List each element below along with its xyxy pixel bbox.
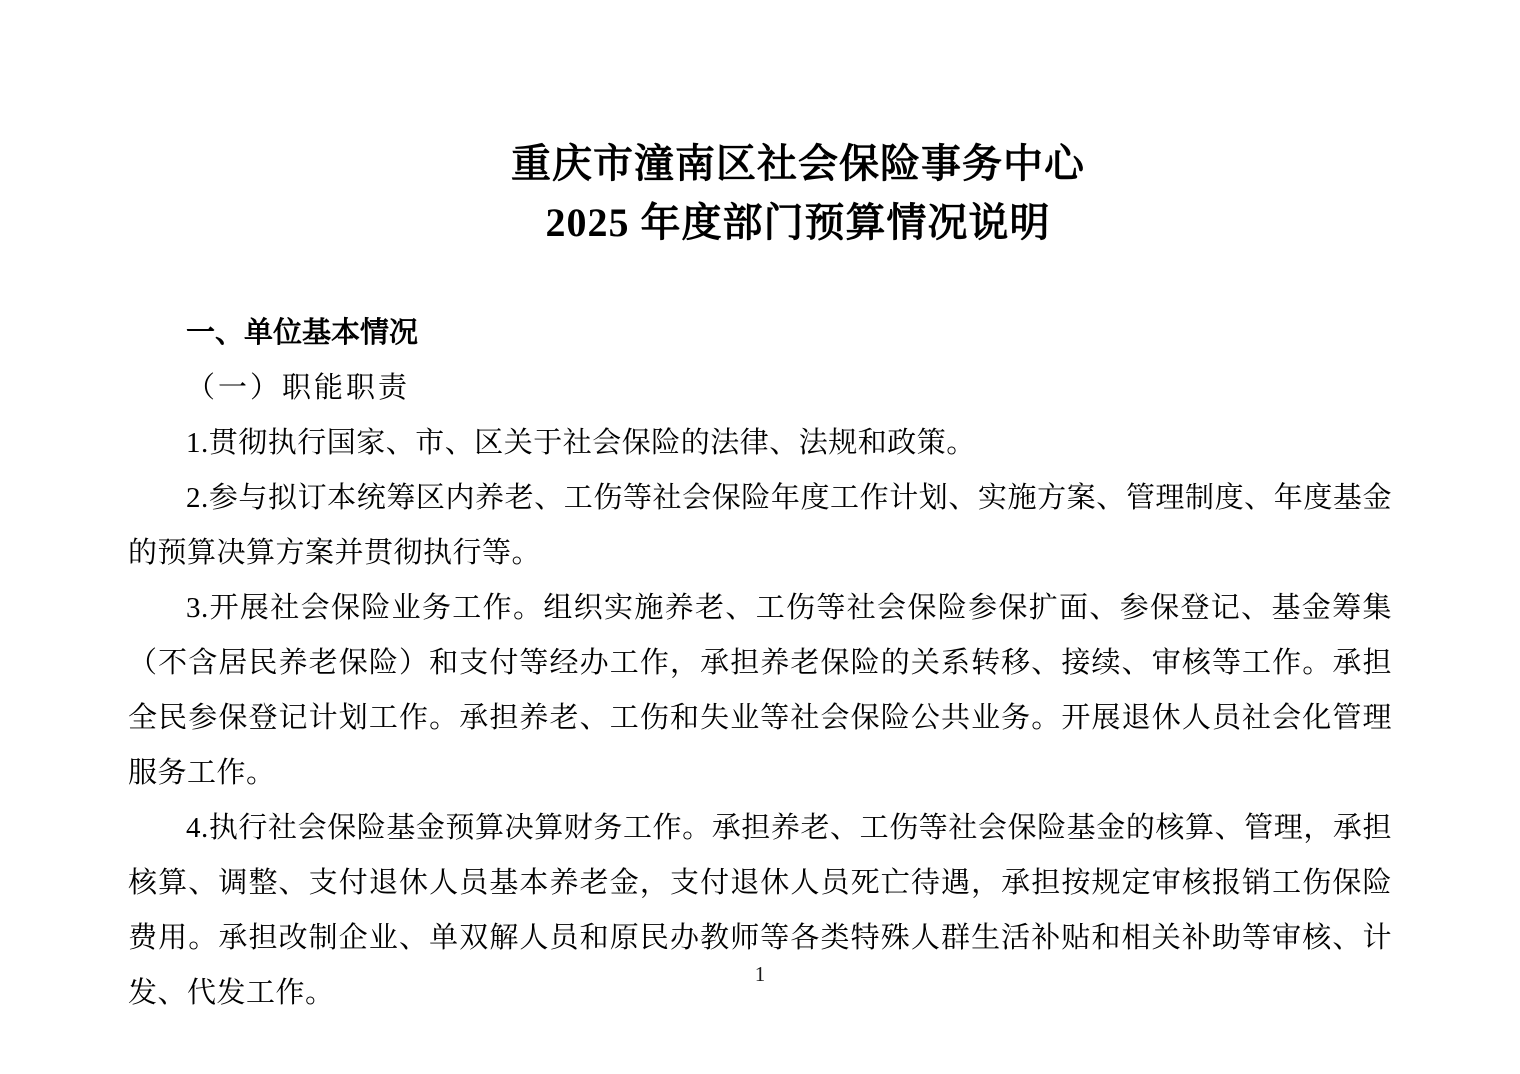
- section-heading-unit-basic-info: 一、单位基本情况: [186, 317, 419, 349]
- document-title: [128, 134, 1392, 252]
- paragraph-duty-4: 4.执行社会保险基金预算决算财务工作。承担养老、工伤等社会保险基金的核算、管理，承担核算、调整、支付退休人员基本养老金，支付退休人员死亡待遇，承担按规定审核报销工伤保险费用。承担改制企业、单双解人员和原民办教师等各类特殊人群生活补贴和相关补助等审核、计发、代发工作。: [128, 812, 1392, 1009]
- document-title-line2: 2025 年度部门预算情况说明: [545, 200, 1051, 245]
- paragraph-duty-3: 3.开展社会保险业务工作。组织实施养老、工伤等社会保险参保扩面、参保登记、基金筹集（不含居民养老保险）和支付等经办工作，承担养老保险的关系转移、接续、审核等工作。承担全民参保登记计划工作。承担养老、工伤和失业等社会保险公共业务。开展退休人员社会化管理服务工作。: [128, 592, 1392, 789]
- paragraph-duty-1: 1.贯彻执行国家、市、区关于社会保险的法律、法规和政策。: [186, 427, 976, 459]
- page-number: 1: [754, 962, 766, 986]
- document-content: [128, 0, 1392, 1021]
- paragraph-duty-2: 2.参与拟订本统筹区内养老、工伤等社会保险年度工作计划、实施方案、管理制度、年度基金的预算决算方案并贯彻执行等。: [128, 482, 1392, 569]
- subsection-heading-duties: （一）职能职责: [186, 372, 411, 404]
- document-title-line1: 重庆市潼南区社会保险事务中心: [511, 141, 1085, 186]
